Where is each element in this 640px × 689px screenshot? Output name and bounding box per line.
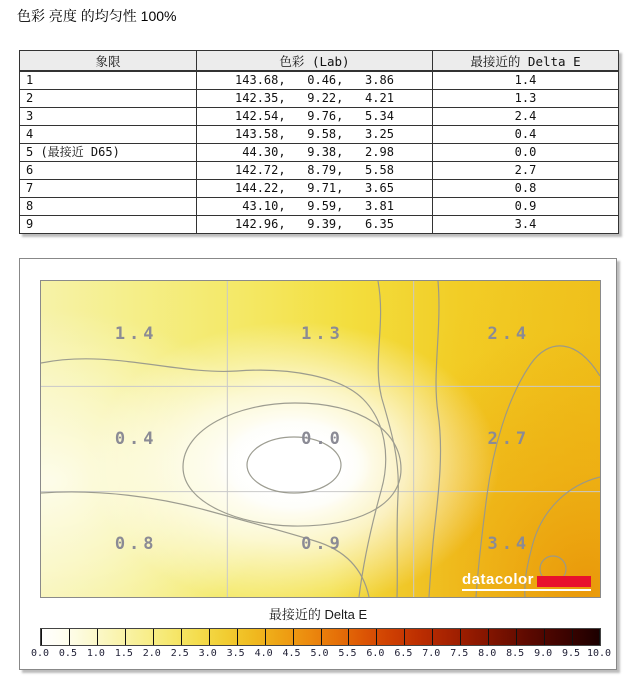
colorbar-tick-label: 6.0 [366, 648, 385, 659]
colorbar-tick [432, 629, 433, 645]
lab-cell: 144.22, 9.71, 3.65 [197, 180, 433, 198]
colorbar-title: 最接近的 Delta E [268, 607, 368, 622]
col-header-quadrant: 象限 [20, 51, 197, 72]
colorbar-tick [69, 629, 70, 645]
contour-cell-label: 0.8 [114, 534, 158, 555]
lab-cell: 143.58, 9.58, 3.25 [197, 126, 433, 144]
lab-cell: 142.72, 8.79, 5.58 [197, 162, 433, 180]
lab-cell: 143.68, 0.46, 3.86 [197, 71, 433, 90]
colorbar-tick [348, 629, 349, 645]
colorbar-tick [488, 629, 489, 645]
colorbar-tick [125, 629, 126, 645]
colorbar-tick [237, 629, 238, 645]
delta-e-cell: 0.9 [433, 198, 619, 216]
table-row [20, 108, 619, 126]
delta-e-cell: 0.8 [433, 180, 619, 198]
colorbar-tick-label: 4.5 [282, 648, 301, 659]
colorbar-tick-labels [30, 648, 612, 660]
quadrant-cell: 8 [20, 198, 197, 216]
lab-cell: 43.10, 9.59, 3.81 [197, 198, 433, 216]
colorbar-tick-label: 5.5 [338, 648, 357, 659]
table-row [20, 126, 619, 144]
col-header-lab: 色彩 (Lab) [197, 51, 433, 72]
colorbar-tick [209, 629, 210, 645]
table-row [20, 71, 619, 90]
colorbar-gradient [40, 628, 601, 646]
table-row [20, 198, 619, 216]
delta-e-cell: 1.3 [433, 90, 619, 108]
colorbar-tick-label: 3.5 [226, 648, 245, 659]
contour-cell-label: 2.7 [487, 429, 531, 449]
quadrant-cell: 4 [20, 126, 197, 144]
quadrant-cell: 5 (最接近 D65) [20, 144, 197, 162]
quadrant-cell: 7 [20, 180, 197, 198]
delta-e-cell: 2.7 [433, 162, 619, 180]
contour-cell-label: 1.4 [114, 323, 158, 344]
colorbar-tick-label: 2.0 [142, 648, 161, 659]
colorbar-tick-label: 9.5 [562, 648, 581, 659]
table-row [20, 90, 619, 108]
uniformity-table [19, 50, 619, 234]
colorbar-tick [293, 629, 294, 645]
colorbar-tick [265, 629, 266, 645]
colorbar-tick [97, 629, 98, 645]
colorbar-tick [572, 629, 573, 645]
colorbar-tick [376, 629, 377, 645]
colorbar-tick-label: 7.0 [422, 648, 441, 659]
contour-cell-label: 0.0 [301, 429, 344, 449]
delta-e-cell: 1.4 [433, 71, 619, 90]
colorbar-tick-label: 6.5 [394, 648, 413, 659]
datacolor-logo-block [537, 576, 591, 587]
colorbar-tick-label: 8.5 [506, 648, 525, 659]
colorbar-tick-label: 1.0 [86, 648, 105, 659]
datacolor-logo-text: datacolor [461, 571, 534, 588]
quadrant-cell: 2 [20, 90, 197, 108]
colorbar-tick [460, 629, 461, 645]
colorbar-tick-label: 9.0 [534, 648, 553, 659]
colorbar-tick [153, 629, 154, 645]
colorbar-tick-label: 0.5 [58, 648, 77, 659]
table-row [20, 180, 619, 198]
colorbar-tick-label: 2.5 [170, 648, 189, 659]
table-header [20, 51, 619, 72]
contour-panel [19, 258, 617, 670]
table-row [20, 162, 619, 180]
contour-cell-label: 1.3 [301, 323, 344, 344]
contour-cell-label: 3.4 [487, 534, 531, 555]
colorbar-tick [404, 629, 405, 645]
colorbar-tick-label: 10.0 [586, 648, 612, 659]
colorbar-tick [181, 629, 182, 645]
page-title: 色彩 亮度 的均匀性 100% [17, 8, 177, 24]
table-row [20, 216, 619, 234]
col-header-delta-e: 最接近的 Delta E [433, 51, 619, 72]
colorbar-tick [599, 629, 600, 645]
contour-cell-label: 2.4 [487, 323, 531, 344]
colorbar-tick [41, 629, 42, 645]
quadrant-cell: 3 [20, 108, 197, 126]
colorbar-tick-label: 0.0 [30, 648, 50, 659]
colorbar-tick-label: 7.5 [450, 648, 469, 659]
colorbar-tick [544, 629, 545, 645]
delta-e-cell: 3.4 [433, 216, 619, 234]
colorbar-tick-label: 1.5 [114, 648, 133, 659]
colorbar-tick-label: 4.0 [254, 648, 273, 659]
lab-cell: 142.35, 9.22, 4.21 [197, 90, 433, 108]
colorbar-tick-label: 3.0 [198, 648, 217, 659]
colorbar-tick-label: 5.0 [310, 648, 329, 659]
contour-cell-label: 0.9 [301, 534, 344, 555]
delta-e-cell: 0.4 [433, 126, 619, 144]
table-row [20, 144, 619, 162]
table-body [20, 71, 619, 234]
table-header-row [20, 51, 619, 72]
quadrant-cell: 1 [20, 71, 197, 90]
datacolor-logo [462, 572, 591, 591]
contour-cell-label: 0.4 [114, 429, 158, 449]
colorbar-tick-label: 8.0 [478, 648, 497, 659]
lab-cell: 142.96, 9.39, 6.35 [197, 216, 433, 234]
contour-plot [40, 280, 601, 598]
delta-e-cell: 0.0 [433, 144, 619, 162]
lab-cell: 44.30, 9.38, 2.98 [197, 144, 433, 162]
quadrant-cell: 9 [20, 216, 197, 234]
quadrant-cell: 6 [20, 162, 197, 180]
lab-cell: 142.54, 9.76, 5.34 [197, 108, 433, 126]
delta-e-cell: 2.4 [433, 108, 619, 126]
colorbar-tick [516, 629, 517, 645]
colorbar-tick [321, 629, 322, 645]
